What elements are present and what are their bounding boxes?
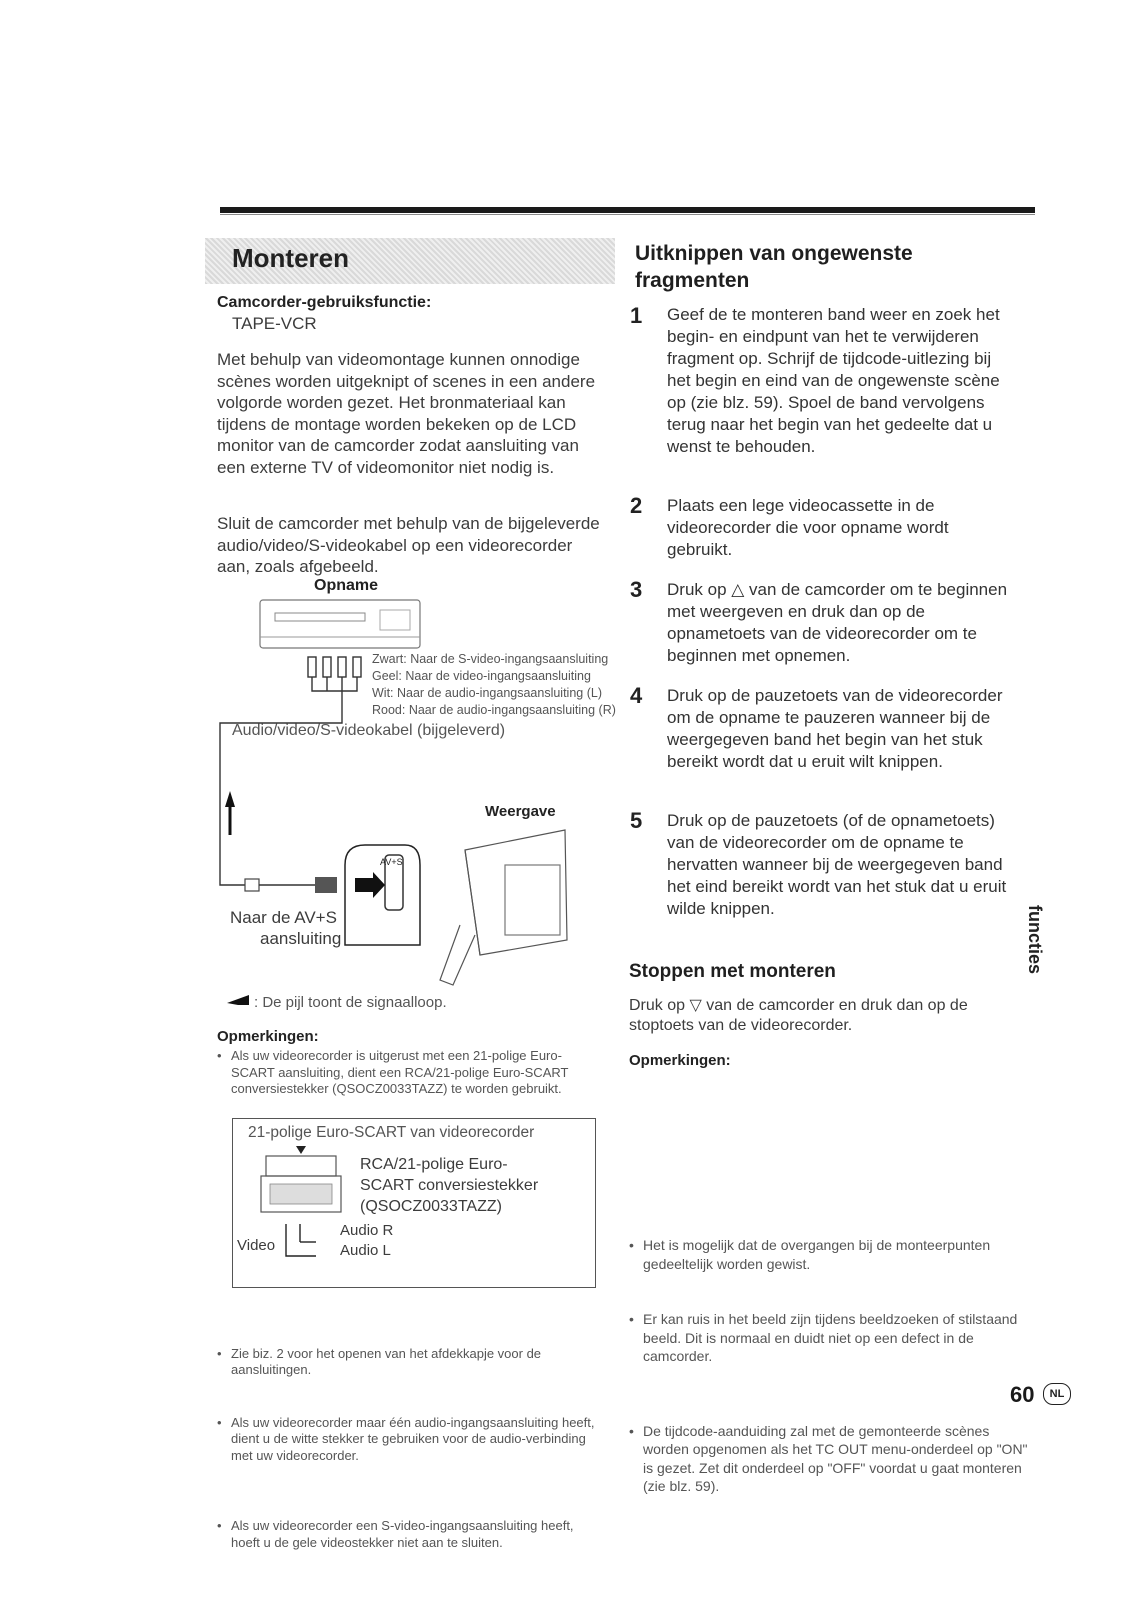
top-rule <box>220 207 1035 213</box>
left-note-2: • Zie biz. 2 voor het openen van het afdekkapje voor de aansluitingen. <box>217 1346 601 1379</box>
scart-audio-r-label: Audio R <box>340 1222 394 1239</box>
step-3-number: 3 <box>630 577 643 602</box>
stop-title: Stoppen met monteren <box>629 961 836 982</box>
step-5-number: 5 <box>630 808 643 833</box>
left-note-3: • Als uw videorecorder maar één audio-ingangsaansluiting heeft, dient u de witte stekker te gebruiken voor de audio-verbinding met uw videorecorder. <box>217 1415 601 1465</box>
to-av-label-line1: Naar de AV+S <box>230 908 337 927</box>
av-plug-icon <box>245 877 337 893</box>
to-av-label-line2: aansluiting <box>260 929 342 948</box>
page-number: 60 <box>1010 1382 1035 1407</box>
cable-label: Audio/video/S-videokabel (bijgeleverd) <box>232 722 506 739</box>
arrow-note: : De pijl toont de signaalloop. <box>254 994 447 1011</box>
left-notes-title: Opmerkingen: <box>217 1028 319 1045</box>
scart-desc-line3: (QSOCZ0033TAZZ) <box>360 1198 502 1215</box>
diagram-opname-label: Opname <box>314 577 379 594</box>
signal-arrow-up-icon <box>225 791 235 835</box>
step-1-number: 1 <box>630 303 643 328</box>
right-note-3: • De tijdcode-aanduiding zal met de gemonteerde scènes worden opgenomen als het TC OUT menu-onderdeel op "ON" is gezet. Zet dit onderdeel op "OFF" voordat u gaat monteren (zie blz. 59). <box>629 1422 1028 1496</box>
mode-value: TAPE-VCR <box>232 314 317 333</box>
right-section-title: Uitknippen van ongewenste fragmenten <box>635 242 913 292</box>
section-title: Monteren <box>232 243 349 273</box>
step-3-text: Druk op △ van de camcorder om te beginnen met weergeven en druk dan op de opnametoets van de videorecorder om te beginnen met opnemen. <box>667 580 1008 665</box>
step-1-text: Geef de te monteren band weer en zoek het begin- en eindpunt van het te verwijderen fragment op. Schrijf de tijdcode-uitlezing bij het begin en eind van de ongewenste scène op (zie blz. 59). Spoel de band vervolgens terug naar het begin van het gedeelte dat u wenst te behouden. <box>667 305 1000 456</box>
vcr-icon <box>260 600 420 648</box>
step-2-text: Plaats een lege videocassette in de videorecorder die voor opname wordt gebruikt. <box>667 496 949 559</box>
side-tab-label: functies <box>1025 905 1045 975</box>
scart-title: 21-polige Euro-SCART van videorecorder <box>248 1124 535 1141</box>
scart-desc-line1: RCA/21-polige Euro- <box>360 1156 508 1173</box>
right-note-1: • Het is mogelijk dat de overgangen bij de monteerpunten gedeeltelijk worden gewist. <box>629 1236 1028 1273</box>
diagram-weergave-label: Weergave <box>485 803 556 820</box>
step-4-text: Druk op de pauzetoets van de videorecorder om de opname te pauzeren wanneer bij de weergegeven band het begin van het stuk bereikt wordt dat u eruit wilt knippen. <box>667 686 1003 771</box>
step-4-number: 4 <box>630 683 643 708</box>
camcorder-icon <box>440 830 567 985</box>
right-notes-title: Opmerkingen: <box>629 1052 731 1069</box>
stop-text: Druk op ▽ van de camcorder en druk dan op de stoptoets van de videorecorder. <box>629 997 968 1034</box>
top-rule-thin <box>220 214 1035 215</box>
step-2-number: 2 <box>630 493 643 518</box>
language-badge: NL <box>1043 1383 1071 1405</box>
av-s-jack-label: AV+S <box>380 857 403 867</box>
left-note-4: • Als uw videorecorder een S-video-ingangsaansluiting heeft, hoeft u de gele videostekker niet aan te sluiten. <box>217 1518 601 1551</box>
right-note-2: • Er kan ruis in het beeld zijn tijdens beeldzoeken of stilstaand beeld. Dit is normaal en duidt niet op een defect in de camcorder. <box>629 1310 1028 1366</box>
wire-zwart-label: Zwart: Naar de S-video-ingangsaansluiting <box>372 652 609 666</box>
step-5-text: Druk op de pauzetoets (of de opnametoets) van de videorecorder om de opname te hervatten wanneer bij de weergegeven band het eind bereikt wordt van het stuk dat u eruit wilde knippen. <box>667 811 1007 918</box>
intro-paragraph: Met behulp van videomontage kunnen onnodige scènes worden uitgeknipt of scenes in een andere volgorde worden gezet. Het bronmateriaal kan tijdens de montage worden bekeken op de LCD monitor van de camcorder zodat aansluiting van een externe TV of videomonitor niet nodig is. <box>217 350 596 477</box>
wire-geel-label: Geel: Naar de video-ingangsaansluiting <box>372 669 591 683</box>
rca-plugs-icon <box>220 657 361 885</box>
arrow-note-icon <box>227 995 249 1005</box>
scart-desc-line2: SCART conversiestekker <box>360 1177 539 1194</box>
left-note-1: • Als uw videorecorder is uitgerust met een 21-polige Euro-SCART aansluiting, dient een RCA/21-polige Euro-SCART conversiestekker (QSOCZ0033TAZZ) te worden gebruikt. <box>217 1048 601 1098</box>
scart-audio-l-label: Audio L <box>340 1242 391 1259</box>
wire-rood-label: Rood: Naar de audio-ingangsaansluiting (R) <box>372 703 616 717</box>
connect-paragraph: Sluit de camcorder met behulp van de bijgeleverde audio/video/S-videokabel op een videorecorder aan, zoals afgebeeld. <box>217 514 600 576</box>
scart-video-label: Video <box>237 1237 276 1254</box>
mode-label: Camcorder-gebruiksfunctie: <box>217 294 432 311</box>
wire-wit-label: Wit: Naar de audio-ingangsaansluiting (L) <box>372 686 602 700</box>
